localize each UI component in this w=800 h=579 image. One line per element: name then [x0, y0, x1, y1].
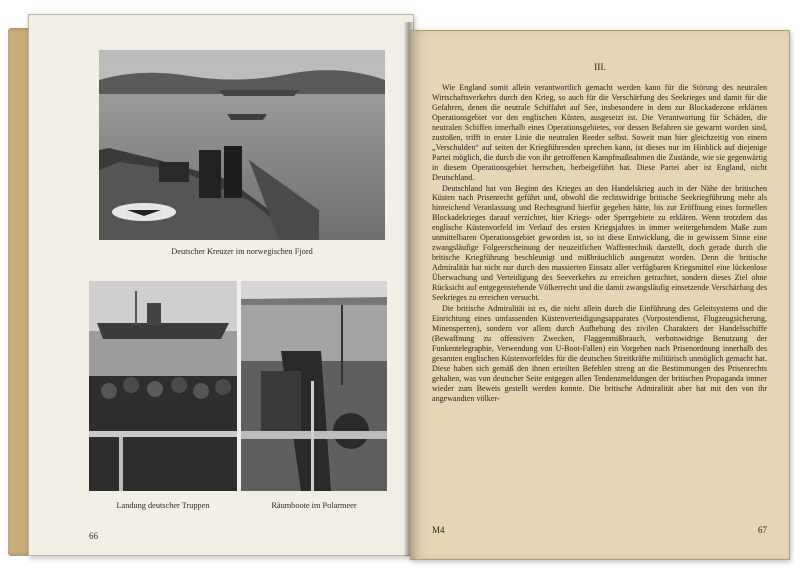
right-page: [410, 30, 790, 560]
photo-minesweepers: [241, 281, 387, 491]
body-text: [432, 83, 767, 404]
left-page-number: 66: [89, 531, 98, 541]
photo-bottom-left-caption: Landung deutscher Truppen: [116, 501, 210, 510]
photo-top-caption: Deutscher Kreuzer im norwegischen Fjord: [171, 247, 313, 256]
photo-troop-landing: [89, 281, 237, 491]
paragraph: Die britische Admiralität ist es, die nicht allein durch die Einführung des Geleitsystems und die Einrichtung eines umfassenden Küstenverteidigungsapparates (Vorpostendienst, Flugzeugsicherung, Minensperren), sondern vor allem durch Aufhebung des zivilen Charakters der Handelsschiffe (Bewaffnung zu offensiven Zwecken, Flaggenmißbrauch, verbotswidrige Benutzung der Funkentelegraphie, Verwendung von U-Boot-Fallen) ein Vorgehen nach Prisenordnung innerhalb des gesamten englischen Küstenvorfeldes für die deutschen Streitkräfte militärisch unmöglich gemacht hat. Diese haben sich gemäß den ihnen erteilten Befehlen streng an die Bestimmungen des Prisenrechts gehalten, was von deutscher Seite entgegen allen Tendenzmeldungen der britischen Propaganda immer wieder zum Beweis gestellt werden konnte. Die britische Admiralität aber hat mit den von ihr angewandten völker-: [432, 303, 767, 403]
paragraph: Wie England somit allein verantwortlich gemacht werden kann für die Störung des neutralen Wirtschaftsverkehrs durch den Krieg, so auch für die Verschärfung des Seekrieges und damit für die Gefahren, denen die neutrale Schiffahrt auf See, insbesondere in dem zur Blockadezone erklärten Operationsgebiet vor den englischen Küsten, ausgesetzt ist. Die Verantwortung für Schäden, die neutralen Schiffen innerhalb eines Operationsgebietes, vor dessen Befahren sie gewarnt worden sind, zustoßen, trifft in erster Linie die neutralen Reeder selbst. Soweit man hier gleichzeitig von einem „Verschulden“ auf seiten der Kriegführenden sprechen kann, ist dieses nur im Hinblick auf diejenige Partei möglich, die durch die von ihr getroffenen Kampfmaßnahmen die Zustände, wie sie gegenwärtig in diesem Operationsgebiet herrschen, herbeigeführt hat. Diese Partei aber ist England, nicht Deutschland.: [432, 83, 767, 182]
signature-mark: M4: [432, 525, 445, 535]
left-page: [28, 14, 414, 556]
photo-cruiser-fjord: [99, 50, 385, 240]
right-page-number: 67: [758, 525, 767, 535]
photo-bottom-right-caption: Räumboote im Polarmeer: [271, 501, 357, 510]
section-heading: III.: [594, 63, 606, 73]
paragraph: Deutschland hat von Beginn des Krieges an den Handelskrieg auch in der Nähe der britischen Küsten nach Prisenrecht geführt und, obwohl die rechtswidrige britische Seekriegführung mehr als hinreichend Veranlassung und Rechtsgrund hierfür gegeben hätte, bis zur Eröffnung eines formellen Blockadekrieges darauf verzichtet, hier Kriegs- oder Sperrgebiete zu erklären. Wenn trotzdem das englische Küstenvorfeld im Verlauf des ersten Kriegsjahres in immer weitergehendem Maße zum unmittelbaren Operationsgebiet geworden ist, so ist diese Entwicklung, die in gewissem Sinne eine zwangsläufige Folgeerscheinung der neuzeitlichen Waffentechnik darstellt, doch gerade durch die britische Kriegführung beschleunigt und mißbräuchlich ausgenutzt worden. Denn die britische Admiralität hat nicht nur durch den massierten Einsatz aller verfügbaren Kriegsmittel eine lückenlose Überwachung und Verteidigung des Seeverkehrs zu erreichen getrachtet, sondern dieses Ziel ohne Rücksicht auf entgegenstehende Völkerrecht und die damit zwangsläufig einsetzende Verschärfung des Seekrieges zu erreichen versucht.: [432, 183, 767, 303]
